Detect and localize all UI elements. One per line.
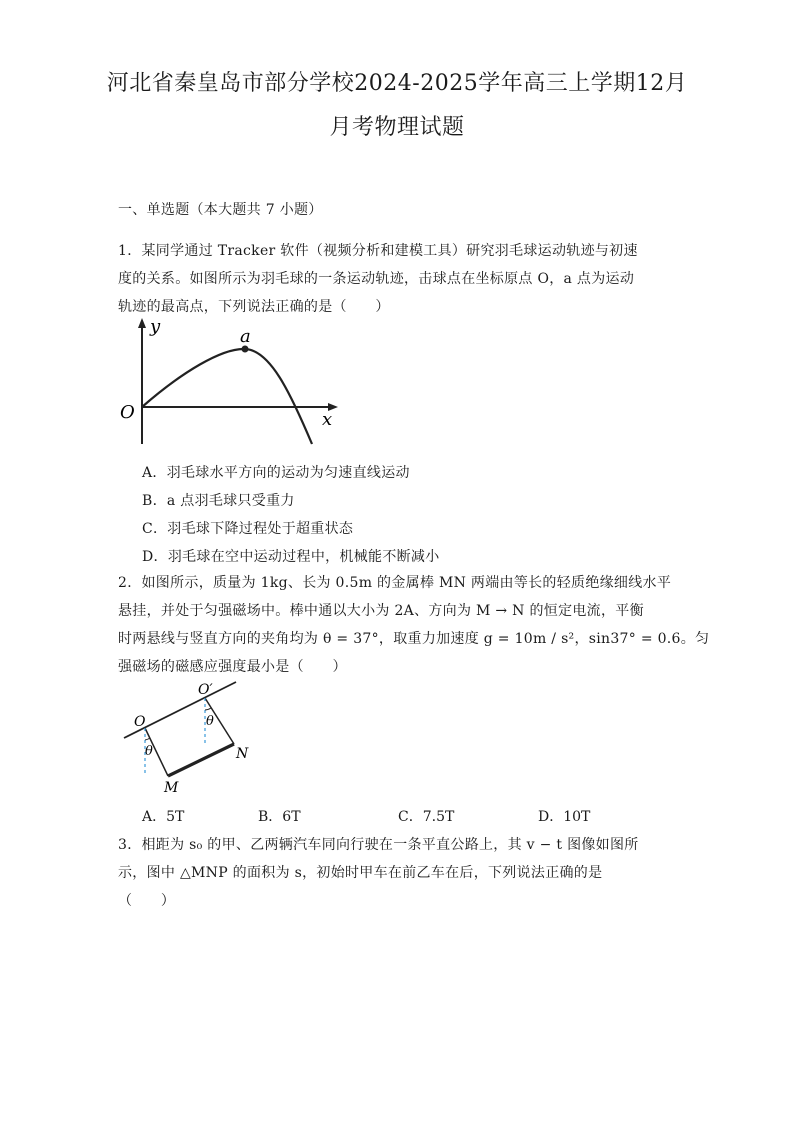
q3-stem-line1: 3．相距为 s₀ 的甲、乙两辆汽车同向行驶在一条平直公路上，其 v − t 图像如图所	[118, 837, 639, 853]
theta-left-label: θ	[145, 744, 153, 759]
exam-title-line1: 河北省秦皇岛市部分学校2024-2025学年高三上学期12月	[106, 71, 688, 96]
x-axis-label: x	[322, 409, 333, 430]
q2-stem-line1: 2．如图所示，质量为 1kg、长为 0.5m 的金属棒 MN 两端由等长的轻质绝缘细线水平	[118, 575, 672, 591]
q2-option-d: D．10T	[538, 809, 591, 825]
q1-option-b: B．a 点羽毛球只受重力	[142, 493, 295, 509]
point-o-prime-label: O′	[198, 682, 213, 698]
q2-option-b: B．6T	[258, 809, 301, 825]
q2-option-c: C．7.5T	[398, 809, 455, 825]
q3-stem-line2: 示，图中 △MNP 的面积为 s，初始时甲车在前乙车在后，下列说法正确的是	[118, 865, 603, 881]
q2-stem-line4: 强磁场的磁感应强度最小是（ ）	[118, 659, 347, 675]
exam-title-line2: 月考物理试题	[329, 115, 465, 140]
q1-option-c: C．羽毛球下降过程处于超重状态	[142, 521, 354, 537]
q3-stem-line3: （ ）	[118, 893, 176, 909]
origin-label: O	[120, 402, 135, 423]
q2-stem-line2: 悬挂，并处于匀强磁场中。棒中通以大小为 2A、方向为 M → N 的恒定电流，平衡	[118, 603, 644, 619]
q2-rod-figure	[118, 678, 258, 796]
q2-option-a: A．5T	[142, 809, 185, 825]
point-m-label: M	[164, 780, 179, 796]
q1-option-d: D．羽毛球在空中运动过程中，机械能不断减小	[142, 549, 440, 565]
q1-trajectory-figure	[112, 312, 342, 450]
q2-options-row	[142, 806, 590, 826]
rod-mn	[168, 744, 234, 776]
trajectory-curve	[142, 349, 312, 444]
point-a-label: a	[240, 326, 251, 347]
y-axis-label: y	[150, 316, 161, 337]
point-n-label: N	[236, 746, 249, 762]
q2-stem-line3: 时两悬线与竖直方向的夹角均为 θ = 37°，取重力加速度 g = 10m / s²，sin37° = 0.6。匀	[118, 631, 710, 647]
q1-option-a: A．羽毛球水平方向的运动为匀速直线运动	[142, 465, 410, 481]
q1-stem-line3: 轨迹的最高点，下列说法正确的是（ ）	[118, 299, 390, 315]
section-heading: 一、单选题（本大题共 7 小题）	[118, 202, 323, 218]
q1-stem-line2: 度的关系。如图所示为羽毛球的一条运动轨迹，击球点在坐标原点 O，a 点为运动	[118, 271, 635, 287]
theta-right-label: θ	[206, 714, 214, 729]
point-o-label: O	[134, 714, 146, 730]
q1-stem-line1: 1．某同学通过 Tracker 软件（视频分析和建模工具）研究羽毛球运动轨迹与初速	[118, 243, 638, 259]
